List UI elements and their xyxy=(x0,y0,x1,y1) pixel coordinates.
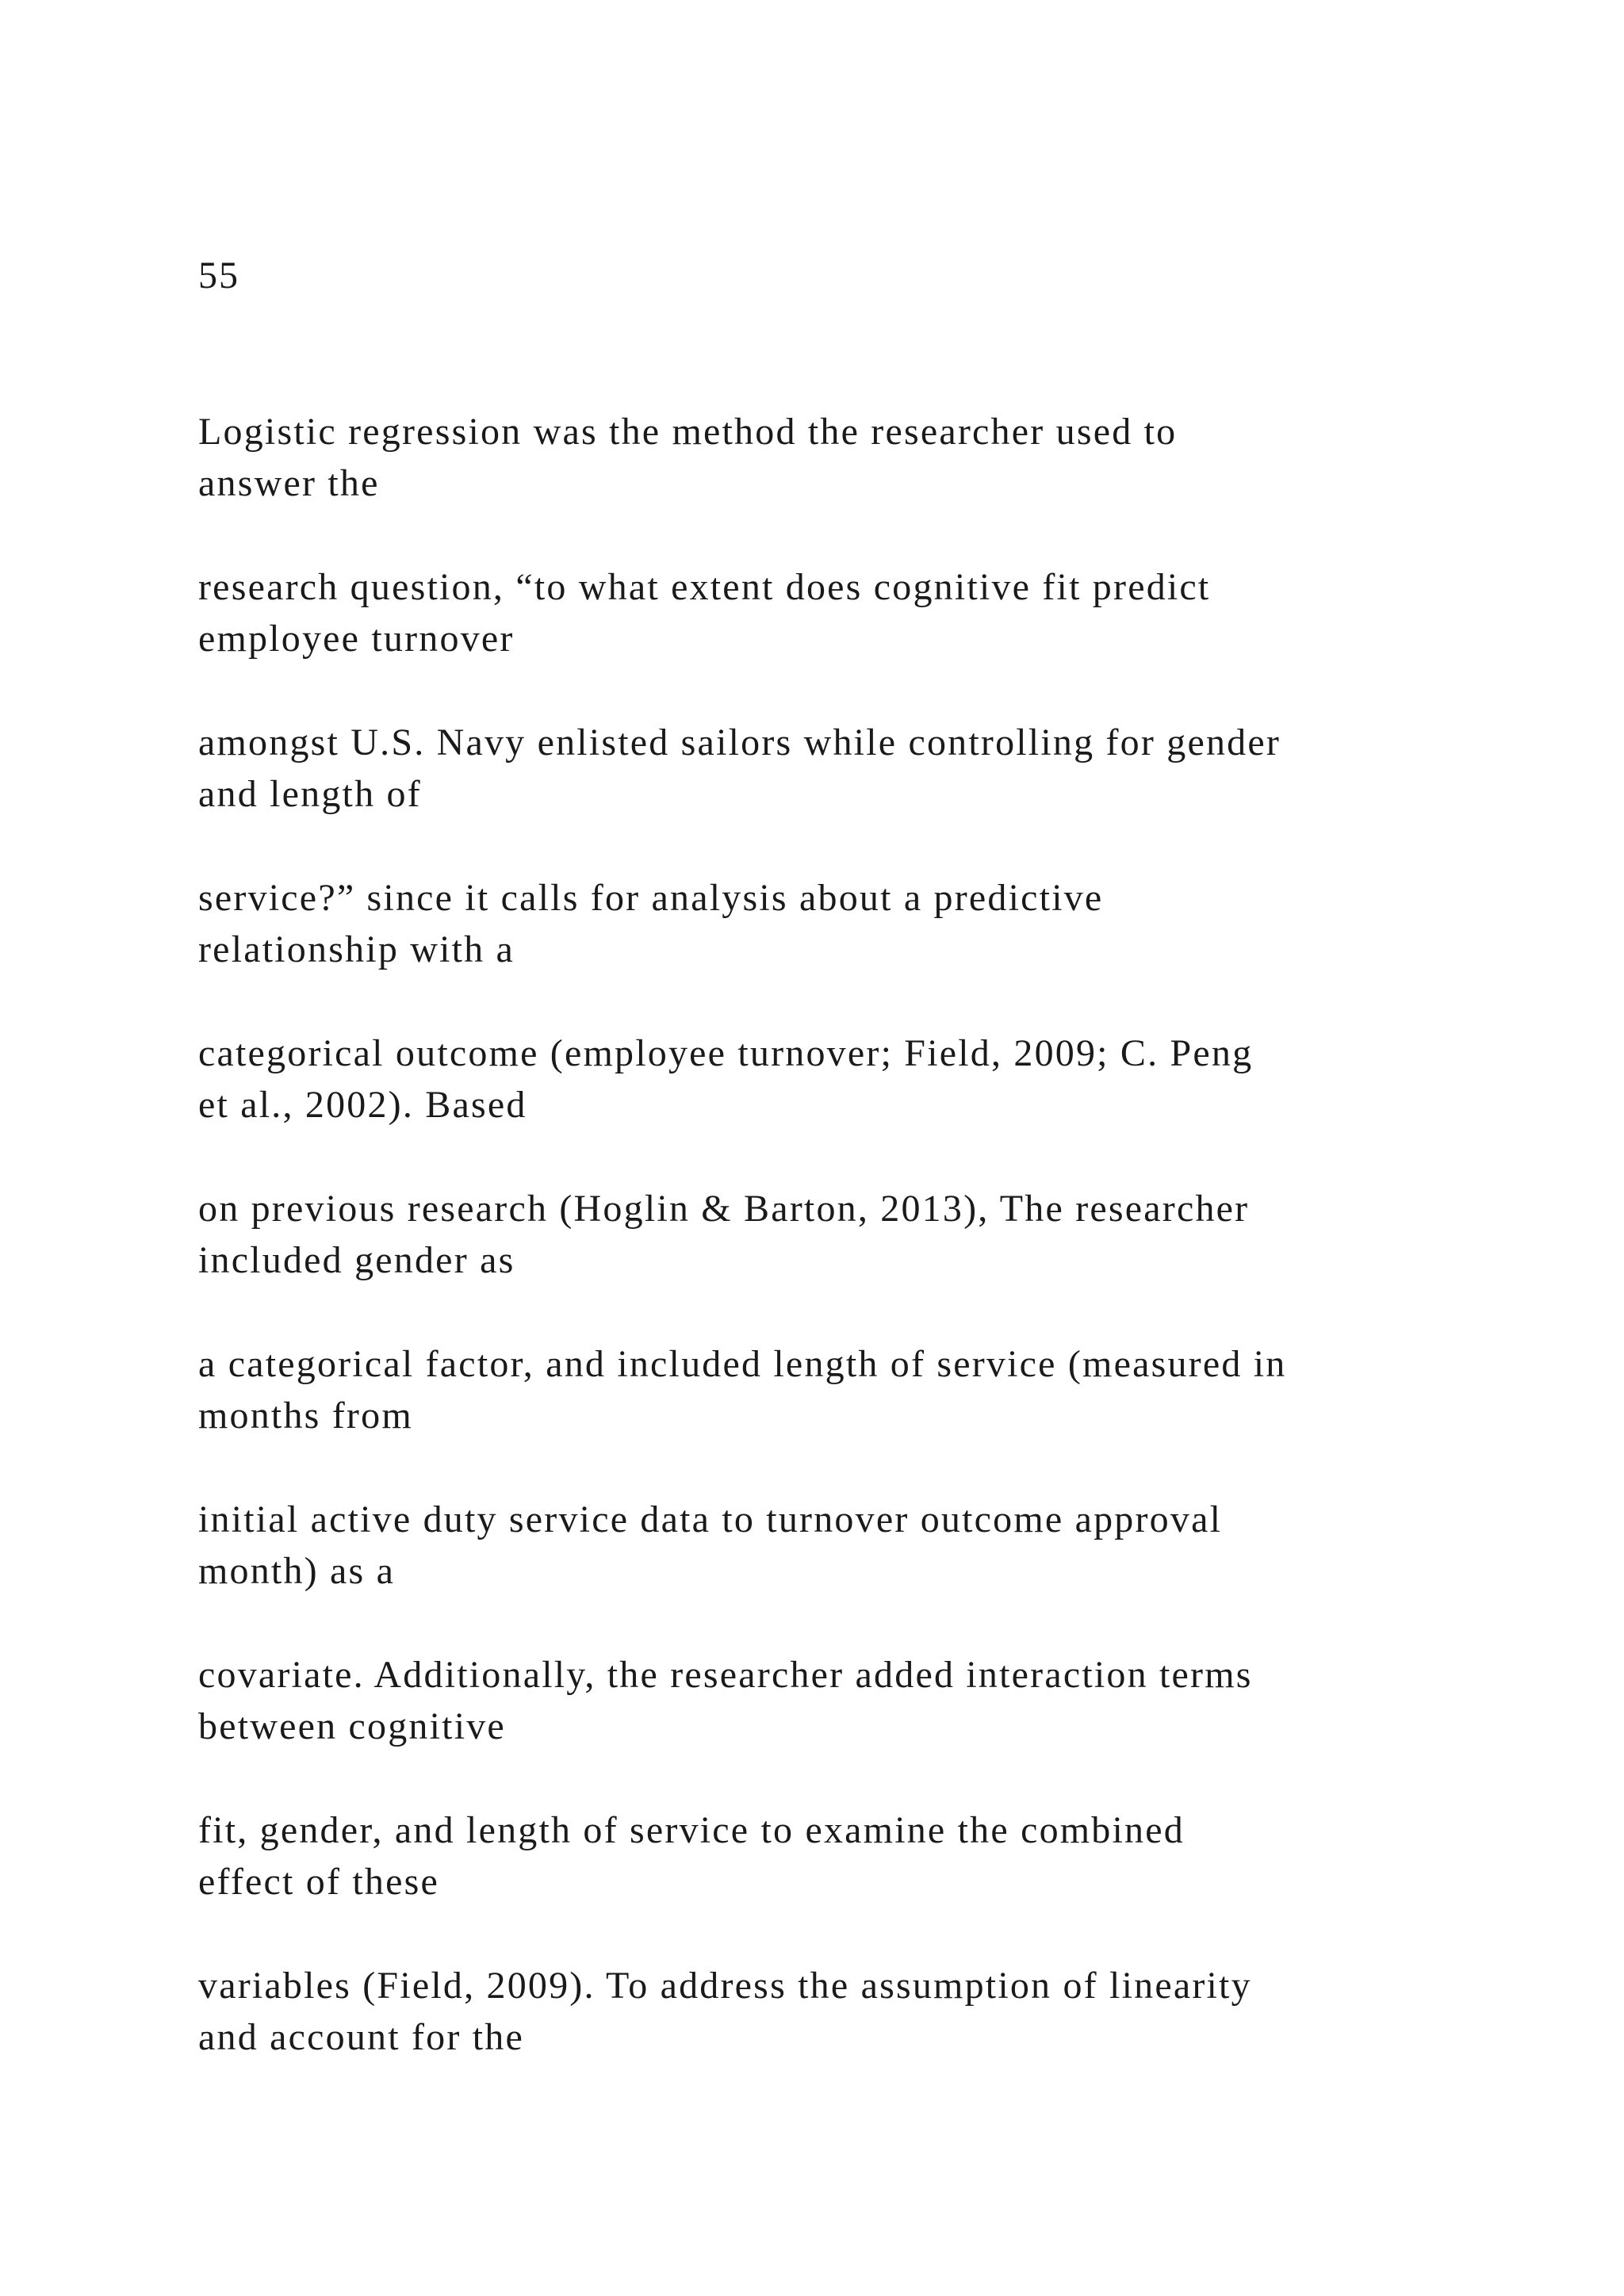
text-line: included gender as xyxy=(198,1239,515,1281)
line-group xyxy=(198,872,1467,975)
line-group xyxy=(198,1960,1467,2063)
text-line: covariate. Additionally, the researcher added interaction terms xyxy=(198,1654,1253,1696)
text-line: month) as a xyxy=(198,1550,396,1592)
text-line: service?” since it calls for analysis about a predictive xyxy=(198,877,1104,919)
text-line: relationship with a xyxy=(198,928,515,970)
line-group xyxy=(198,1494,1467,1597)
text-line: and account for the xyxy=(198,2016,524,2058)
line-group xyxy=(198,1649,1467,1752)
text-line: answer the xyxy=(198,462,380,504)
text-line: a categorical factor, and included length of service (measured in xyxy=(198,1343,1287,1385)
text-line: variables (Field, 2009). To address the assumption of linearity xyxy=(198,1965,1252,2007)
text-line: and length of xyxy=(198,773,422,815)
line-group xyxy=(198,1183,1467,1286)
text-line: between cognitive xyxy=(198,1705,506,1747)
text-line: initial active duty service data to turnover outcome approval xyxy=(198,1498,1223,1540)
text-line: effect of these xyxy=(198,1861,439,1903)
line-group xyxy=(198,406,1467,509)
text-line: fit, gender, and length of service to examine the combined xyxy=(198,1809,1185,1851)
text-line: employee turnover xyxy=(198,618,515,660)
line-group xyxy=(198,717,1467,820)
line-group xyxy=(198,1804,1467,1908)
line-group xyxy=(198,1027,1467,1131)
text-line: on previous research (Hoglin & Barton, 2013), The researcher xyxy=(198,1188,1250,1230)
line-group xyxy=(198,561,1467,664)
text-line: et al., 2002). Based xyxy=(198,1084,527,1126)
text-line: Logistic regression was the method the researcher used to xyxy=(198,411,1178,453)
text-line: categorical outcome (employee turnover; Field, 2009; C. Peng xyxy=(198,1032,1254,1074)
text-line: amongst U.S. Navy enlisted sailors while controlling for gender xyxy=(198,721,1281,763)
text-line: months from xyxy=(198,1395,413,1437)
text-line: research question, “to what extent does cognitive fit predict xyxy=(198,566,1211,608)
body-paragraph xyxy=(198,406,1467,2115)
page-number: 55 xyxy=(198,254,239,297)
line-group xyxy=(198,1338,1467,1441)
